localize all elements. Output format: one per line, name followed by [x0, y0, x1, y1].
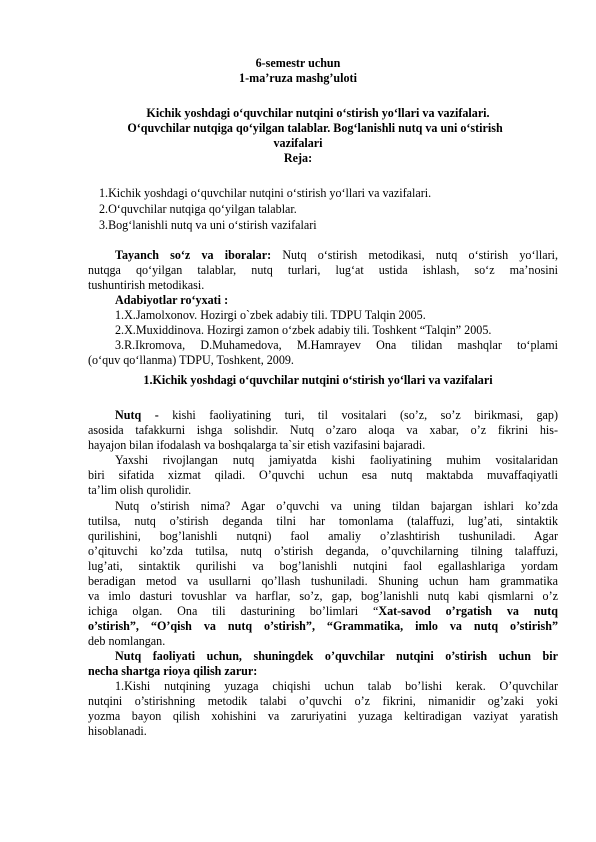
literature-item-3-cont: (o‘quv qo‘llanma) TDPU, Toshkent, 2009. — [88, 353, 294, 367]
paragraph-3-line-8 — [88, 604, 558, 619]
paragraph-4-line-4: hisoblanadi. — [88, 724, 147, 738]
literature-item-3: 3.R.Ikromova, D.Muhamedova, M.Hamrayev Ona tilidan mashqlar to‘plami — [115, 338, 558, 352]
plan-item-1: 1.Kichik yoshdagi o‘quvchilar nutqini o‘stirish yo‘llari va vazifalari. — [99, 186, 432, 200]
paragraph-3-line-3: qurilishini, bog’lanishli nutqni) faol amaliy o’zlashtirish tushuniladi. Agar — [88, 529, 558, 543]
keywords-label: Tayanch so‘z va iboralar: — [115, 248, 283, 262]
conditions-heading-line-1: Nutq faoliyati uchun, shuningdek o’quvchilar nutqini o’stirish uchun bir — [115, 649, 558, 663]
title-line-2: O‘quvchilar nutqiga qo‘yilgan talablar. Bog‘lanishli nutq va uni o‘stirish — [127, 121, 503, 135]
paragraph-1-line-1-text: kishi faoliyatining turi, til vositalari (so’z, so’z birikmasi, gap) — [158, 408, 558, 422]
paragraph-3-line-7: va imlo dasturi tovushlar va harflar, so’z, gap, bog’lanishli nutq kabi qismlarni o’z — [88, 589, 558, 603]
title-line-1: Kichik yoshdagi o‘quvchilar nutqini o‘stirish yo‘llari va vazifalari. — [146, 106, 490, 120]
paragraph-1-line-3: hayajon bilan ifodalash va boshqalarga ta`sir etish vazifasini bajaradi. — [88, 438, 426, 452]
semester-label: 6-semestr uchun — [255, 56, 341, 70]
paragraph-1-line-2: asosida tafakkurni ishga solishdir. Nutq o’zaro aloqa va xabar, o’z fikrini his- — [88, 423, 558, 437]
paragraph-3-line-5: lug’ati, sintaktik qurilishi va bog’lanishli nutqini faol egallashlariga yordam — [88, 559, 558, 573]
keywords-line-2: nutqga qo‘yilgan talablar, nutq turlari, lug‘at ustida ishlash, so‘z ma’nosini — [88, 263, 558, 277]
keywords-line-3: tushuntirish metodikasi. — [88, 278, 205, 292]
literature-item-1: 1.X.Jamolxonov. Hozirgi o`zbek adabiy tili. TDPU Talqin 2005. — [115, 308, 426, 322]
plan-item-3: 3.Bog‘lanishli nutq va uni o‘stirish vazifalari — [99, 218, 317, 232]
paragraph-3-line-8-bold: Xat-savod o’rgatish va nutq — [378, 604, 558, 618]
paragraph-2-line-1: Yaxshi rivojlangan nutq jamiyatda kishi faoliyatining muhim vositalaridan — [115, 453, 558, 467]
section-heading: 1.Kichik yoshdagi o‘quvchilar nutqini o‘stirish yo‘llari va vazifalari — [143, 373, 493, 387]
plan-heading: Reja: — [283, 151, 313, 165]
conditions-heading-line-2: necha shartga rioya qilish zarur: — [88, 664, 258, 678]
paragraph-4-line-3: yozma bayon qilish xohishini va zaruriyatini yuzaga keltiradigan vaziyat yaratish — [88, 709, 558, 723]
paragraph-3-line-9: o’stirish”, “O’qish va nutq o’stirish”, “Grammatika, imlo va nutq o’stirish” — [88, 619, 558, 633]
paragraph-4-line-1: 1.Kishi nutqining yuzaga chiqishi uchun talab bo’lishi kerak. O’quvchilar — [115, 679, 558, 693]
paragraph-1-line-1 — [115, 408, 558, 423]
paragraph-3-line-4: o’qituvchi ko’zda tutilsa, nutq o’stirish deganda, o’quvchilarning tilning talaffuzi, — [88, 544, 558, 558]
term-nutq: Nutq - — [115, 408, 159, 422]
title-line-3: vazifalari — [273, 136, 323, 150]
paragraph-2-line-2: biri sifatida xizmat qiladi. O’quvchi uchun esa nutq maktabda muvaffaqiyatli — [88, 468, 558, 482]
keywords-text-1: Nutq o‘stirish metodikasi, nutq o‘stirish yo‘llari, — [282, 248, 558, 262]
paragraph-3-line-1: Nutq o’stirish nima? Agar o’quvchi va uning tildan bajargan ishlari ko’zda — [115, 499, 558, 513]
paragraph-3-line-8-text: ichiga olgan. Ona tili dasturining bo’limlari “ — [88, 604, 379, 618]
lecture-label: 1-ma’ruza mashg’uloti — [239, 71, 357, 85]
paragraph-3-line-10: deb nomlangan. — [88, 634, 166, 648]
paragraph-3-line-2: tutilsa, nutq o’stirish deganda tilni har tomonlama (talaffuzi, lug’ati, sintaktik — [88, 514, 558, 528]
literature-heading: Adabiyotlar ro‘yxati : — [115, 293, 229, 307]
paragraph-2-line-3: ta’lim olish qurolidir. — [88, 483, 192, 497]
literature-item-2: 2.X.Muxiddinova. Hozirgi zamon o‘zbek adabiy tili. Toshkent “Talqin” 2005. — [115, 323, 492, 337]
plan-item-2: 2.O‘quvchilar nutqiga qo‘yilgan talablar. — [99, 202, 297, 216]
paragraph-4-line-2: nutqini o’stirishning metodik talabi o’quvchi o’z fikrini, nimanidir og’zaki yoki — [88, 694, 558, 708]
keywords-line-1 — [88, 248, 558, 263]
paragraph-3-line-6: beradigan metod va usullarni qo’llash tushuniladi. Shuning uchun ham grammatika — [88, 574, 558, 588]
